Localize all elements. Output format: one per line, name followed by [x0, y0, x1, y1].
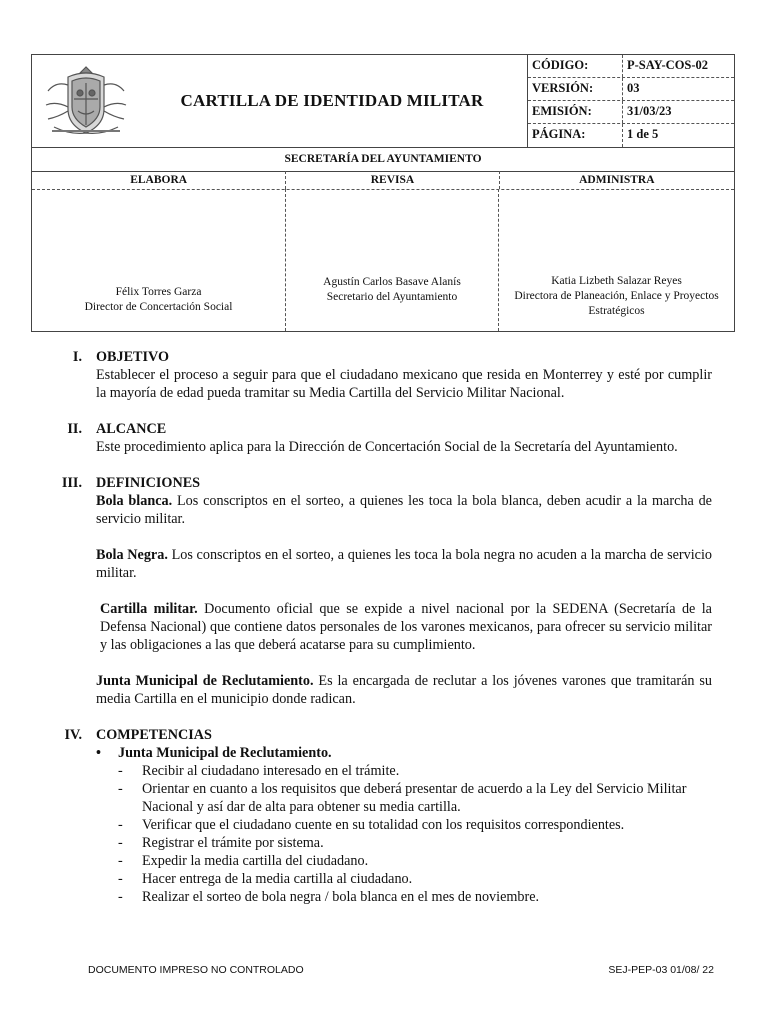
role-administra: ADMINISTRA	[579, 174, 655, 186]
role-elabora: ELABORA	[32, 171, 286, 189]
definition-term: Cartilla militar.	[100, 601, 198, 617]
definition-term: Bola Negra.	[96, 547, 168, 563]
footer-disclaimer: DOCUMENTO IMPRESO NO CONTROLADO	[88, 964, 304, 976]
definition-text: Documento oficial que se expide a nivel nacional por la SEDENA (Secretaría de la Defensa Nacional) que contiene datos personales de los varones mexicanos, para ofrecer su servicio militar y las obligaciones a las que deberá acatarse para su cumplimiento.	[100, 601, 712, 653]
section-title: ALCANCE	[96, 421, 167, 437]
signer-position: Directora de Planeación, Enlace y Proyectos Estratégicos	[514, 290, 719, 317]
definition-text: Es la encargada de reclutar a los jóvenes varones que tramitarán su media Cartilla en el municipio donde radican.	[96, 673, 713, 707]
bullet-item	[96, 744, 712, 762]
definition-text: Los conscriptos en el sorteo, a quienes les toca la bola blanca, deben acudir a la marcha de servicio militar.	[96, 493, 712, 527]
meta-row-issue-date	[528, 101, 734, 124]
dash-icon: -	[118, 889, 123, 905]
signer-name: Félix Torres Garza	[115, 286, 202, 298]
definition-item	[96, 672, 712, 708]
section-objetivo	[56, 348, 712, 402]
list-item: - Recibir al ciudadano interesado en el trámite.	[118, 763, 400, 779]
dash-icon: -	[118, 781, 123, 797]
signer-revisa	[286, 189, 499, 331]
signer-elabora	[32, 189, 286, 331]
signer-name: Katia Lizbeth Salazar Reyes	[551, 275, 682, 287]
meta-value: 1 de 5	[627, 127, 659, 141]
meta-value: P-SAY-COS-02	[627, 58, 709, 72]
section-number: III.	[61, 475, 82, 491]
meta-key: VERSIÓN:	[528, 78, 623, 100]
definition-term: Bola blanca.	[96, 493, 173, 509]
approval-roles-row	[32, 171, 734, 190]
meta-key: EMISIÓN:	[528, 101, 623, 123]
meta-value: 31/03/23	[627, 104, 672, 118]
dash-icon: -	[118, 835, 123, 851]
meta-row-code	[528, 55, 734, 78]
signer-position: Director de Concertación Social	[84, 301, 233, 313]
list-item: - Registrar el trámite por sistema.	[118, 835, 324, 851]
definition-item	[96, 492, 712, 528]
definition-item	[96, 600, 712, 654]
signer-administra	[499, 189, 734, 331]
section-number: II.	[67, 421, 82, 437]
list-item: - Realizar el sorteo de bola negra / bola blanca en el mes de noviembre.	[118, 889, 540, 905]
role-revisa: REVISA	[286, 171, 499, 189]
section-definiciones	[56, 474, 712, 708]
document-title: CARTILLA DE IDENTIDAD MILITAR	[180, 91, 484, 110]
meta-key: PÁGINA:	[528, 124, 623, 147]
list-item: - Verificar que el ciudadano cuente en su totalidad con los requisitos correspondientes.	[118, 817, 625, 833]
section-number: I.	[72, 349, 82, 365]
definition-item	[96, 546, 712, 582]
section-competencias	[56, 726, 712, 906]
definition-term: Junta Municipal de Reclutamiento.	[96, 673, 314, 689]
meta-row-version	[528, 78, 734, 101]
dash-icon: -	[118, 763, 123, 779]
definition-text: Los conscriptos en el sorteo, a quienes les toca la bola negra no acuden a la marcha de servicio militar.	[96, 547, 713, 581]
footer-doc-code: SEJ-PEP-03 01/08/ 22	[608, 964, 714, 976]
bullet-dot-icon: •	[96, 745, 101, 761]
section-title: COMPETENCIAS	[96, 727, 212, 743]
meta-value: 03	[627, 81, 640, 95]
section-title: OBJETIVO	[96, 349, 170, 365]
meta-key: CÓDIGO:	[528, 55, 623, 77]
dash-icon: -	[118, 871, 123, 887]
section-text: Este procedimiento aplica para la Dirección de Concertación Social de la Secretaría del Ayuntamiento.	[96, 439, 678, 455]
list-item: - Hacer entrega de la media cartilla al ciudadano.	[118, 871, 413, 887]
bullet-text: Junta Municipal de Reclutamiento.	[118, 745, 332, 761]
signer-position: Secretario del Ayuntamiento	[326, 291, 458, 303]
list-item: - Expedir la media cartilla del ciudadano.	[118, 853, 369, 869]
section-text: Establecer el proceso a seguir para que el ciudadano mexicano que resida en Monterrey y esté por cumplir la mayoría de edad pueda tramitar su Media Cartilla del Servicio Militar Nacional.	[96, 367, 712, 401]
header-row	[32, 55, 734, 148]
dash-icon: -	[118, 853, 123, 869]
signers-row	[32, 189, 734, 331]
section-number: IV.	[64, 727, 82, 743]
section-alcance	[56, 420, 712, 456]
department-name: SECRETARÍA DEL AYUNTAMIENTO	[32, 147, 734, 172]
list-item: - Orientar en cuanto a los requisitos que deberá presentar de acuerdo a la Ley del Servicio Militar Nacional y así dar de alta para obtener su media cartilla.	[118, 781, 687, 815]
signer-name: Agustín Carlos Basave Alanís	[323, 276, 461, 288]
meta-row-page	[528, 124, 734, 147]
document-header-frame	[31, 54, 735, 332]
page-footer	[88, 964, 714, 976]
dash-icon: -	[118, 817, 123, 833]
coat-of-arms-seal	[40, 61, 132, 141]
document-body	[56, 348, 712, 906]
document-meta-table	[527, 55, 734, 147]
section-title: DEFINICIONES	[96, 475, 201, 491]
